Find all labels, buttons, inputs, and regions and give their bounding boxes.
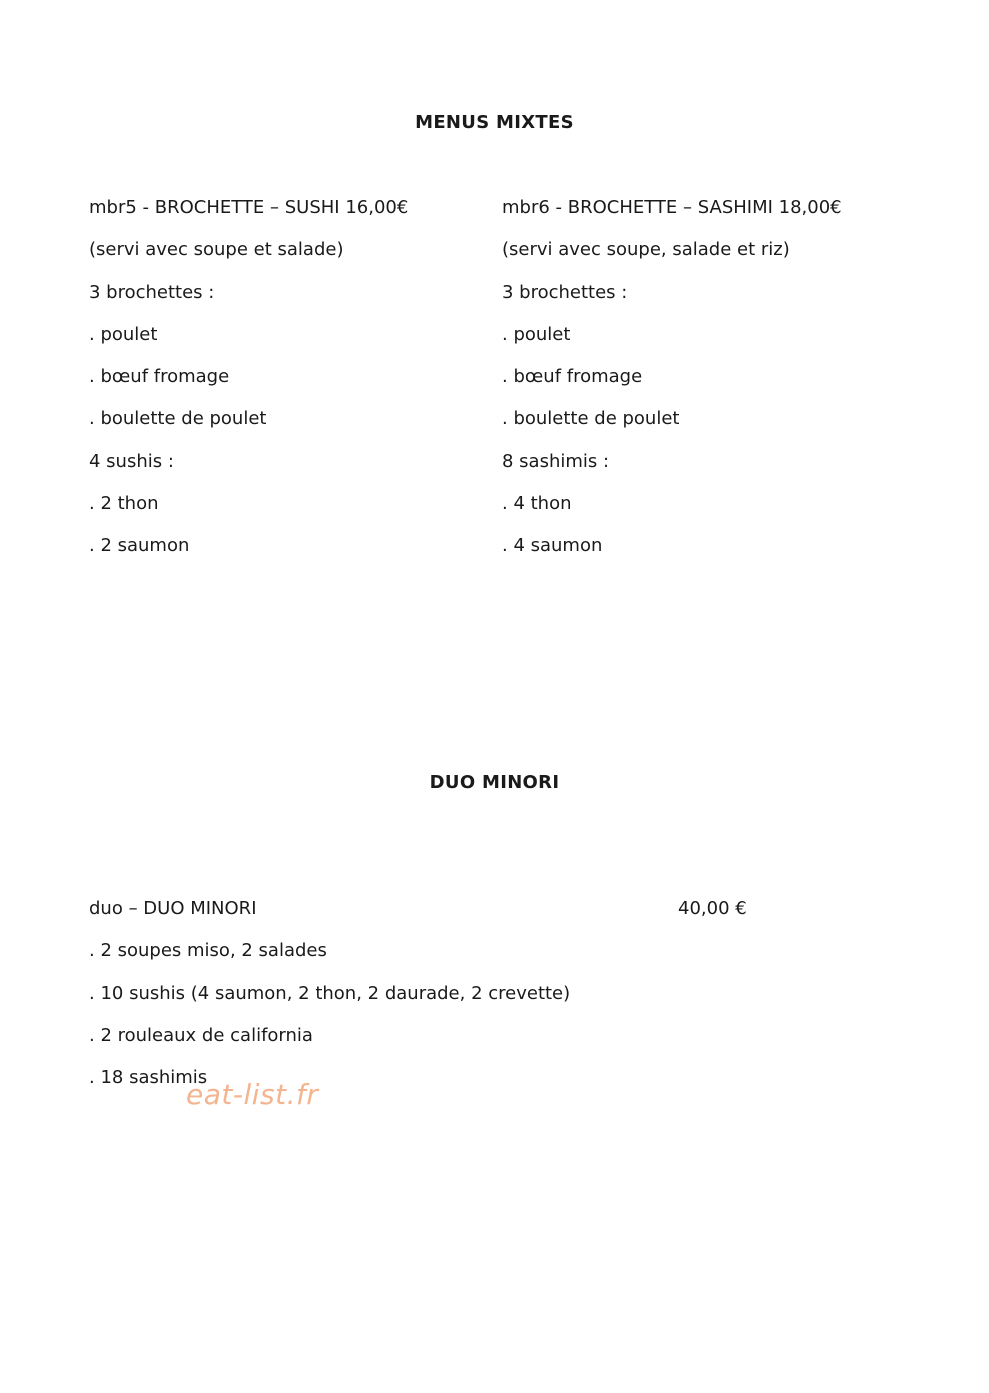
- menu-line: . 2 soupes miso, 2 salades: [89, 940, 327, 962]
- menu-line: (servi avec soupe, salade et riz): [502, 239, 790, 261]
- menu-item-price: 40,00 €: [678, 898, 747, 919]
- menu-line: . 2 saumon: [89, 535, 190, 557]
- menu-line: . 18 sashimis: [89, 1067, 208, 1089]
- menu-mbr6: [502, 196, 842, 577]
- menu-mbr5: [89, 196, 408, 577]
- menu-line: 3 brochettes :: [502, 281, 628, 303]
- menu-line: (servi avec soupe et salade): [89, 239, 344, 261]
- menu-line: 8 sashimis :: [502, 450, 610, 472]
- menu-item-header: mbr6 - BROCHETTE – SASHIMI 18,00€: [502, 197, 842, 218]
- menu-duo-minori: [89, 897, 570, 1108]
- menu-line: . 10 sushis (4 saumon, 2 thon, 2 daurade, 2 crevette): [89, 982, 571, 1004]
- menu-line: . boulette de poulet: [502, 408, 680, 430]
- section-title-duo-minori: DUO MINORI: [429, 772, 560, 793]
- menu-item-header: mbr5 - BROCHETTE – SUSHI 16,00€: [89, 197, 409, 218]
- menu-line: . bœuf fromage: [89, 366, 230, 388]
- menu-line: . bœuf fromage: [502, 366, 643, 388]
- menu-item-header: duo – DUO MINORI: [89, 898, 257, 919]
- menu-line: . poulet: [502, 323, 571, 345]
- menu-line: . boulette de poulet: [89, 408, 267, 430]
- section-title-menus-mixtes: MENUS MIXTES: [415, 112, 574, 133]
- menu-line: 4 sushis :: [89, 450, 174, 472]
- menu-line: . 2 rouleaux de california: [89, 1024, 313, 1046]
- watermark: eat-list.fr: [186, 1078, 319, 1111]
- menu-line: . 2 thon: [89, 493, 159, 515]
- menu-line: . 4 thon: [502, 493, 572, 515]
- menu-line: . poulet: [89, 323, 158, 345]
- menu-line: . 4 saumon: [502, 535, 603, 557]
- menu-line: 3 brochettes :: [89, 281, 215, 303]
